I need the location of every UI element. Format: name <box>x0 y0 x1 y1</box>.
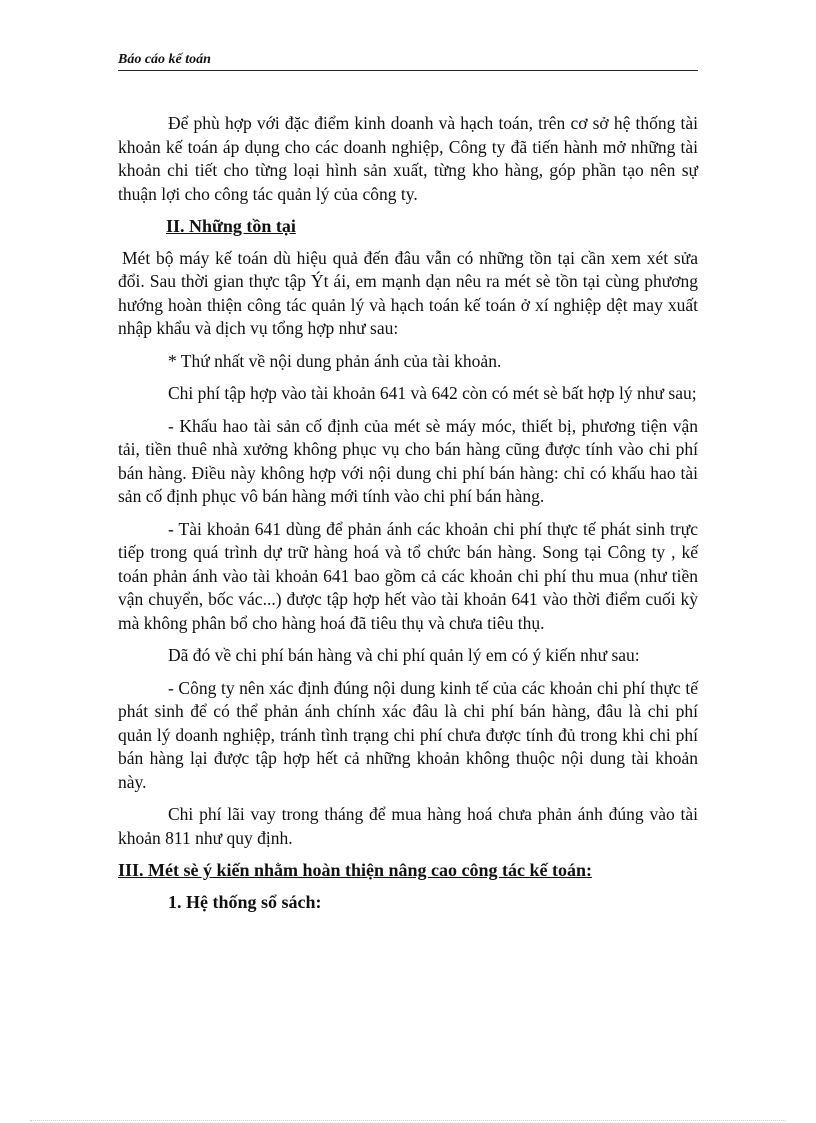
paragraph-company-recommendation: - Công ty nên xác định đúng nội dung kinh tế của các khoản chi phí thực tế phát sinh để có thể phản ánh chính xác đâu là chi phí bán hàng, đâu là chi phí quản lý doanh nghiệp, tránh tình trạng chi phí chưa được tính đủ trong khi chi phí bán hàng lại được tập hợp hết cả những khoản không thuộc nội dung tài khoản này. <box>118 677 698 792</box>
section-heading-iii: III. Mét sè ý kiến nhằm hoàn thiện nâng cao công tác kế toán: <box>118 860 593 880</box>
paragraph-existing-issues: Mét bộ máy kế toán dù hiệu quả đến đâu vẫn có những tồn tại cần xem xét sửa đổi. Sau thời gian thực tập Ýt ái, em mạnh dạn nêu ra mét sè tồn tại cùng phương hướng hoàn thiện công tác quản lý và hạch toán kế toán ở xí nghiệp dệt may xuất nhập khẩu và dịch vụ tổng hợp như sau: <box>118 247 698 338</box>
paragraph-account-system: Để phù hợp với đặc điểm kinh doanh và hạch toán, trên cơ sở hệ thống tài khoản kế toán áp dụng cho các doanh nghiệp, Công ty đã tiến hành mở những tài khoản chi tiết cho từng loại hình sản xuất, từng kho hàng, góp phần tạo nên sự thuận lợi cho công tác quản lý của công ty. <box>118 113 698 204</box>
paragraph-first-point: * Thứ nhất về nội dung phản ánh của tài khoản. <box>168 350 502 371</box>
document-body <box>118 112 698 914</box>
page-bottom-divider <box>30 1120 786 1121</box>
subsection-heading-bookkeeping: 1. Hệ thống sổ sách: <box>168 891 322 912</box>
paragraph-interest-expense: Chi phí lãi vay trong tháng để mua hàng hoá chưa phản ánh đúng vào tài khoản 811 như quy định. <box>118 804 698 848</box>
section-heading-ii: II. Những tồn tại <box>166 216 296 236</box>
paragraph-costs-641-642: Chi phí tập hợp vào tài khoản 641 và 642 còn có mét sè bất hợp lý như sau; <box>168 383 697 403</box>
page-header: Báo cáo kế toán <box>118 52 698 71</box>
paragraph-opinion-intro: Dã đó về chi phí bán hàng và chi phí quản lý em có ý kiến như sau: <box>168 645 640 665</box>
paragraph-account-641: - Tài khoản 641 dùng để phản ánh các khoản chi phí thực tế phát sinh trực tiếp trong quá trình dự trữ hàng hoá và tổ chức bán hàng. Song tại Công ty , kế toán phản ánh vào tài khoản 641 bao gồm cả các khoản chi phí thu mua (như tiền vận chuyển, bốc vác...) được tập hợp hết vào tài khoản 641 vào thời điểm cuối kỳ mà không phân bổ cho hàng hoá đã tiêu thụ và chưa tiêu thụ. <box>118 518 698 633</box>
paragraph-depreciation: - Khấu hao tài sản cố định của mét sè máy móc, thiết bị, phương tiện vận tải, tiền thuê nhà xưởng không phục vụ cho bán hàng cũng được tính vào chi phí bán hàng. Điều này không hợp với nội dung chi phí bán hàng: chỉ có khấu hao tài sản cố định phục vô bán hàng mới tính vào chi phí bán hàng. <box>118 415 698 506</box>
